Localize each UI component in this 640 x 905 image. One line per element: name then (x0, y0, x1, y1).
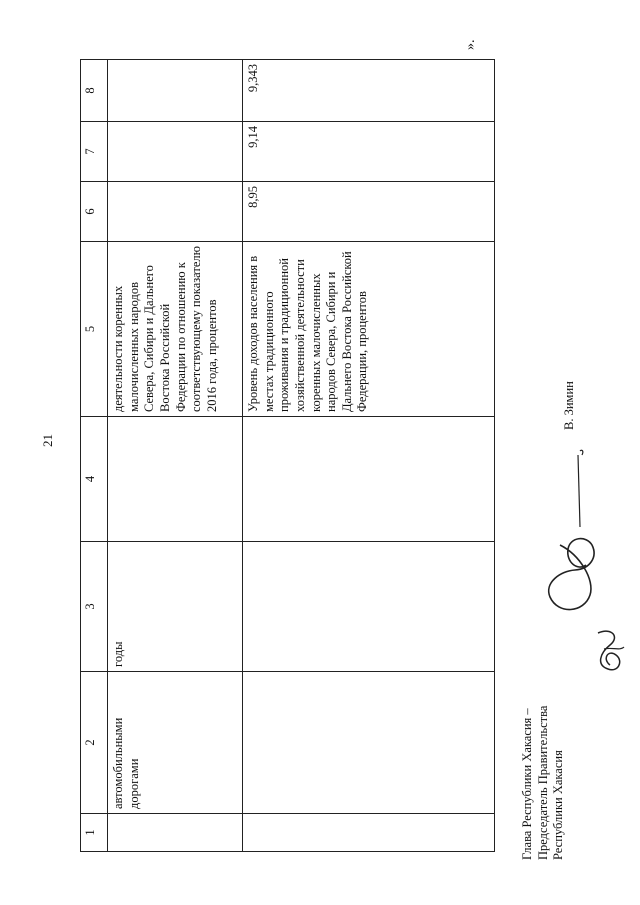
indicators-table (80, 59, 495, 852)
signer-title-line: Республики Хакасия (551, 750, 566, 860)
table-cell: 9,14 (243, 122, 495, 182)
table-cell (108, 60, 243, 122)
indicators-table-container (80, 60, 495, 852)
table-cell: 9,343 (243, 60, 495, 122)
table-cell (243, 814, 495, 852)
signer-title-line: Председатель Правительства (535, 705, 550, 860)
table-cell (243, 417, 495, 542)
table-cell (108, 122, 243, 182)
closing-quote: ». (463, 39, 478, 50)
header-cell: 3 (81, 542, 108, 672)
table-cell: автомобильными дорогами (108, 672, 243, 814)
header-cell: 4 (81, 417, 108, 542)
header-cell: 6 (81, 182, 108, 242)
header-cell: 1 (81, 814, 108, 852)
table-row (243, 60, 495, 852)
table-row (108, 60, 243, 852)
table-cell (108, 814, 243, 852)
header-cell: 5 (81, 242, 108, 417)
table-cell (243, 542, 495, 672)
initials-mark-icon (590, 625, 630, 680)
table-cell (243, 672, 495, 814)
table-header-row (81, 60, 108, 852)
header-cell: 8 (81, 60, 108, 122)
signer-name: В. Зимин (562, 381, 576, 430)
header-cell: 2 (81, 672, 108, 814)
table-cell: 8,95 (243, 182, 495, 242)
table-cell (108, 182, 243, 242)
header-cell: 7 (81, 122, 108, 182)
table-cell: Уровень доходов населения в местах традиционного проживания и традиционной хозяйственной деятельности коренных малочисленных народов Севера, Сибири и Дальнего Востока Российской Федерации, процентов (243, 242, 495, 417)
page-number: 21 (40, 434, 55, 447)
table-cell: годы (108, 542, 243, 672)
handwritten-signature-icon (520, 445, 630, 635)
table-cell: деятельности коренных малочисленных народов Севера, Сибири и Дальнего Востока Российской Федерации по отношению к соответствующему показателю 2016 года, процентов (108, 242, 243, 417)
signature-title-block (520, 620, 567, 860)
table-cell (108, 417, 243, 542)
signer-title-line: Глава Республики Хакасия – (520, 708, 534, 860)
